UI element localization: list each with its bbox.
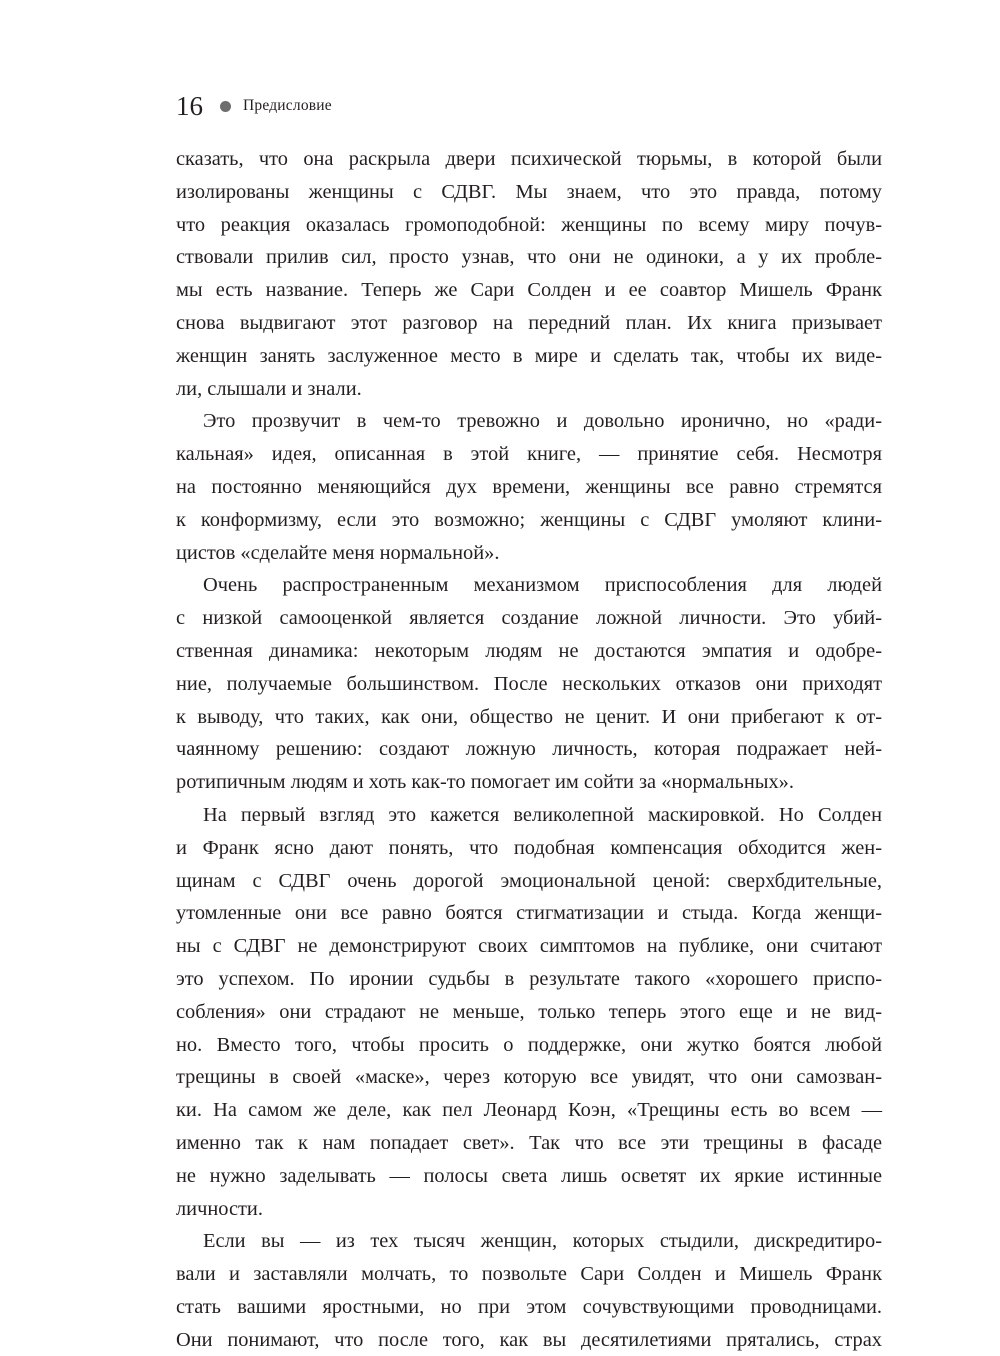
text-line: Очень распространенным механизмом приспособления для людей — [203, 574, 882, 597]
text-line: трещины в своей «маске», через которую все увидят, что они самозван- — [176, 1066, 882, 1089]
text-line: снова выдвигают этот разговор на передний план. Их книга призывает — [176, 311, 882, 334]
text-line: изолированы женщины с СДВГ. Мы знаем, что это правда, потому — [176, 180, 882, 203]
text-line: что реакция оказалась громоподобной: женщины по всему миру почув- — [176, 213, 882, 236]
paragraph — [176, 143, 882, 405]
text-line: именно так к нам попадает свет». Так что все эти трещины в фасаде — [176, 1131, 882, 1154]
text-line: сказать, что она раскрыла двери психической тюрьмы, в которой были — [176, 148, 882, 170]
text-line: но. Вместо того, чтобы просить о поддержке, они жутко боятся любой — [176, 1033, 882, 1056]
paragraph — [176, 1225, 882, 1356]
running-header — [176, 88, 332, 124]
body-text — [176, 143, 882, 1356]
text-line: щинам с СДВГ очень дорогой эмоциональной ценой: сверхбдительные, — [176, 869, 882, 892]
text-line: чаянному решению: создают ложную личность, которая подражает ней- — [176, 738, 882, 761]
text-line: с низкой самооценкой является создание ложной личности. Это убий- — [176, 607, 882, 630]
paragraph — [176, 799, 882, 1225]
text-line: кальная» идея, описанная в этой книге, — принятие себя. Несмотря — [176, 443, 882, 466]
text-line: ние, получаемые большинством. После нескольких отказов они приходят — [176, 672, 882, 695]
text-line: собления» они страдают не меньше, только теперь этого еще и не вид- — [176, 1000, 882, 1023]
text-line: женщин занять заслуженное место в мире и сделать так, чтобы их виде- — [176, 344, 882, 367]
text-line: стать вашими яростными, но при этом сочувствующими проводницами. — [176, 1295, 882, 1318]
bullet-icon — [220, 101, 231, 112]
text-line: ны с СДВГ не демонстрируют своих симптомов на публике, они считают — [176, 935, 882, 958]
text-line: На первый взгляд это кажется великолепной маскировкой. Но Солден — [203, 803, 882, 826]
text-line: Это прозвучит в чем-то тревожно и довольно иронично, но «ради- — [203, 410, 882, 433]
text-line: ствовали прилив сил, просто узнав, что они не одиноки, а у их пробле- — [176, 246, 882, 269]
text-line: и Франк ясно дают понять, что подобная компенсация обходится жен- — [176, 836, 882, 859]
text-line: Если вы — из тех тысяч женщин, которых стыдили, дискредитиро- — [203, 1230, 882, 1253]
text-line: личности. — [176, 1197, 263, 1220]
text-line: это успехом. По иронии судьбы в результате такого «хорошего приспо- — [176, 967, 882, 990]
text-line: мы есть название. Теперь же Сари Солден и ее соавтор Мишель Франк — [176, 279, 882, 302]
text-line: к конформизму, если это возможно; женщины с СДВГ умоляют клини- — [176, 508, 882, 531]
text-line: утомленные они все равно боятся стигматизации и стыда. Когда женщи- — [176, 902, 882, 925]
text-line: вали и заставляли молчать, то позвольте Сари Солден и Мишель Франк — [176, 1263, 882, 1286]
text-line: к выводу, что таких, как они, общество не ценит. И они прибегают к от- — [176, 705, 882, 728]
text-line: ственная динамика: некоторым людям не достаются эмпатия и одобре- — [176, 639, 882, 662]
text-line: на постоянно меняющийся дух времени, женщины все равно стремятся — [176, 475, 882, 498]
text-line: ли, слышали и знали. — [176, 377, 362, 400]
paragraph — [176, 405, 882, 569]
paragraph — [176, 569, 882, 799]
text-line: ротипичным людям и хоть как-то помогает им сойти за «нормальных». — [176, 771, 794, 794]
page-number: 16 — [176, 91, 203, 121]
text-line: цистов «сделайте меня нормальной». — [176, 541, 500, 564]
text-line: не нужно заделывать — полосы света лишь осветят их яркие истинные — [176, 1164, 882, 1187]
text-line: Они понимают, что после того, как вы десятилетиями прятались, страх — [176, 1328, 882, 1351]
text-line: ки. На самом же деле, как пел Леонард Коэн, «Трещины есть во всем — — [176, 1099, 882, 1122]
section-title: Предисловие — [243, 97, 332, 114]
